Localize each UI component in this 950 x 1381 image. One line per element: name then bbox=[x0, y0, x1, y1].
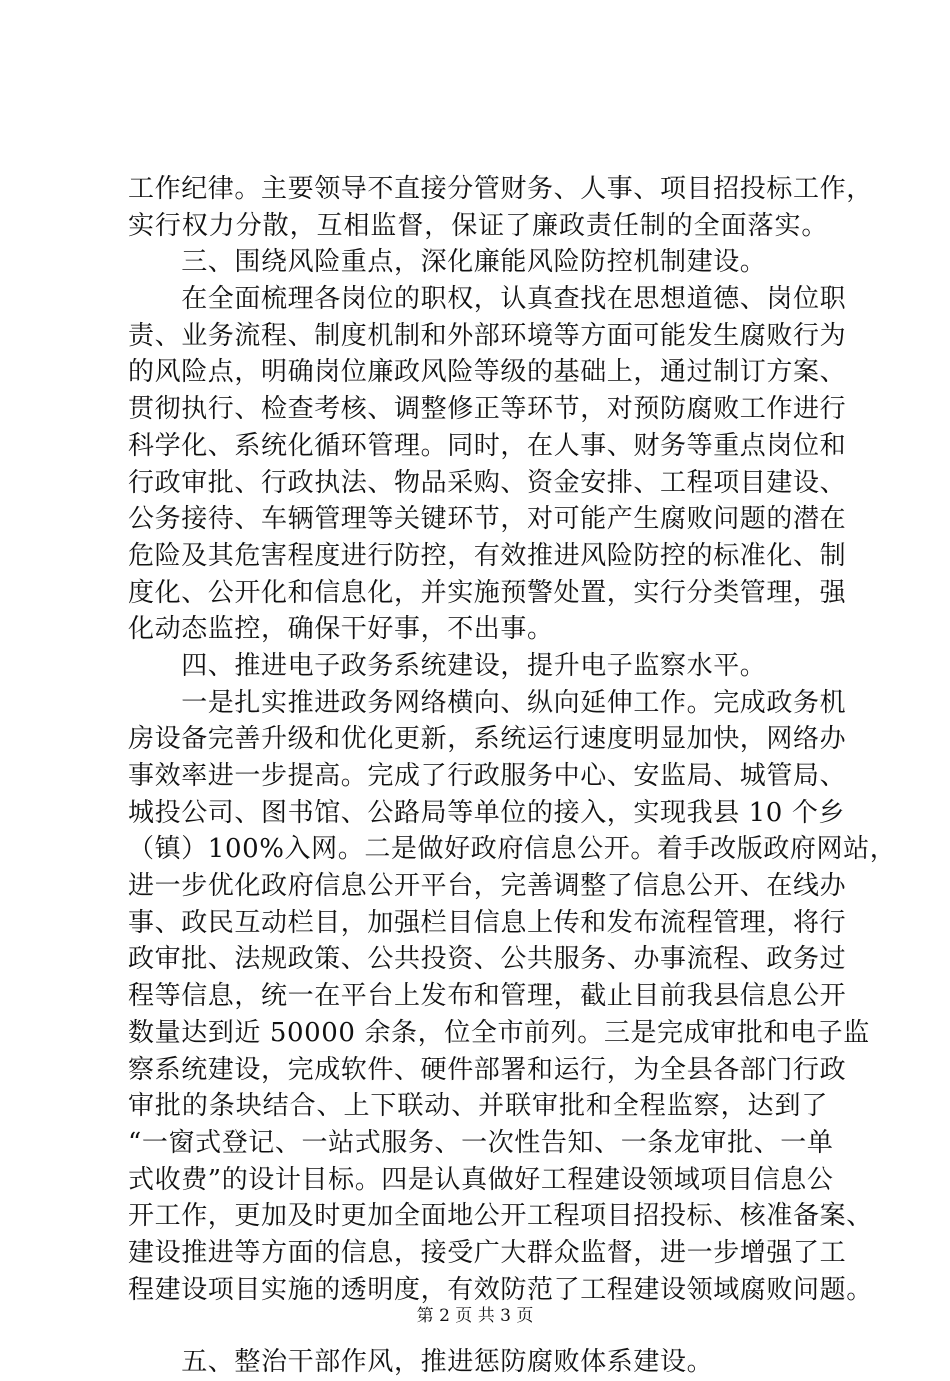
text-line: 进一步优化政府信息公开平台，完善调整了信息公开、在线办 bbox=[128, 871, 847, 902]
text-line: 在全面梳理各岗位的职权，认真查找在思想道德、岗位职 bbox=[128, 284, 847, 315]
text-line: 开工作，更加及时更加全面地公开工程项目招投标、核准备案、 bbox=[128, 1201, 873, 1232]
text-line: （镇）100%入网。二是做好政府信息公开。着手改版政府网站， bbox=[128, 834, 897, 865]
text-line: 式收费”的设计目标。四是认真做好工程建设领域项目信息公 bbox=[128, 1164, 834, 1195]
body-text bbox=[128, 171, 897, 1381]
text-line: 化动态监控，确保干好事，不出事。 bbox=[128, 614, 554, 645]
text-line: 工作纪律。主要领导不直接分管财务、人事、项目招投标工作， bbox=[128, 174, 873, 204]
text-line: 察系统建设，完成软件、硬件部署和运行，为全县各部门行政 bbox=[128, 1054, 847, 1085]
text-line: 科学化、系统化循环管理。同时，在人事、财务等重点岗位和 bbox=[128, 430, 847, 461]
text-line: 的风险点，明确岗位廉政风险等级的基础上，通过制订方案、 bbox=[128, 357, 847, 388]
text-line: 实行权力分散，互相监督，保证了廉政责任制的全面落实。 bbox=[128, 210, 828, 241]
text-line: 城投公司、图书馆、公路局等单位的接入，实现我县 10 个乡 bbox=[128, 797, 846, 828]
text-line: “一窗式登记、一站式服务、一次性告知、一条龙审批、一单 bbox=[128, 1127, 834, 1158]
section-heading-4: 四、推进电子政务系统建设，提升电子监察水平。 bbox=[128, 650, 767, 681]
text-line: 程建设项目实施的透明度，有效防范了工程建设领域腐败问题。 bbox=[128, 1274, 873, 1305]
text-line: 房设备完善升级和优化更新，系统运行速度明显加快，网络办 bbox=[128, 724, 847, 755]
text-line: 审批的条块结合、上下联动、并联审批和全程监察，达到了 bbox=[128, 1091, 828, 1122]
section-heading-3: 三、围绕风险重点，深化廉能风险防控机制建设。 bbox=[128, 247, 767, 278]
text-line: 一是扎实推进政务网络横向、纵向延伸工作。完成政务机 bbox=[128, 687, 847, 718]
text-line: 建设推进等方面的信息，接受广大群众监督，进一步增强了工 bbox=[128, 1237, 847, 1268]
text-line: 贯彻执行、检查考核、调整修正等环节，对预防腐败工作进行 bbox=[128, 394, 847, 425]
section-heading-5: 五、整治干部作风，推进惩防腐败体系建设。 bbox=[128, 1347, 714, 1378]
page-footer: 第 2 页 共 3 页 bbox=[416, 1306, 534, 1326]
text-line: 责、业务流程、制度机制和外部环境等方面可能发生腐败行为 bbox=[128, 320, 847, 351]
text-line: 公务接待、车辆管理等关键环节，对可能产生腐败问题的潜在 bbox=[128, 504, 847, 535]
text-line: 政审批、法规政策、公共投资、公共服务、办事流程、政务过 bbox=[128, 944, 847, 975]
text-line: 数量达到近 50000 余条，位全市前列。三是完成审批和电子监 bbox=[128, 1017, 870, 1048]
text-line: 度化、公开化和信息化，并实施预警处置，实行分类管理，强 bbox=[128, 577, 847, 608]
text-line: 行政审批、行政执法、物品采购、资金安排、工程项目建设、 bbox=[128, 467, 847, 498]
text-line: 危险及其危害程度进行防控，有效推进风险防控的标准化、制 bbox=[128, 540, 847, 571]
text-line: 事效率进一步提高。完成了行政服务中心、安监局、城管局、 bbox=[128, 761, 847, 791]
text-line: 事、政民互动栏目，加强栏目信息上传和发布流程管理，将行 bbox=[128, 907, 847, 938]
text-line: 程等信息，统一在平台上发布和管理，截止目前我县信息公开 bbox=[128, 981, 847, 1012]
